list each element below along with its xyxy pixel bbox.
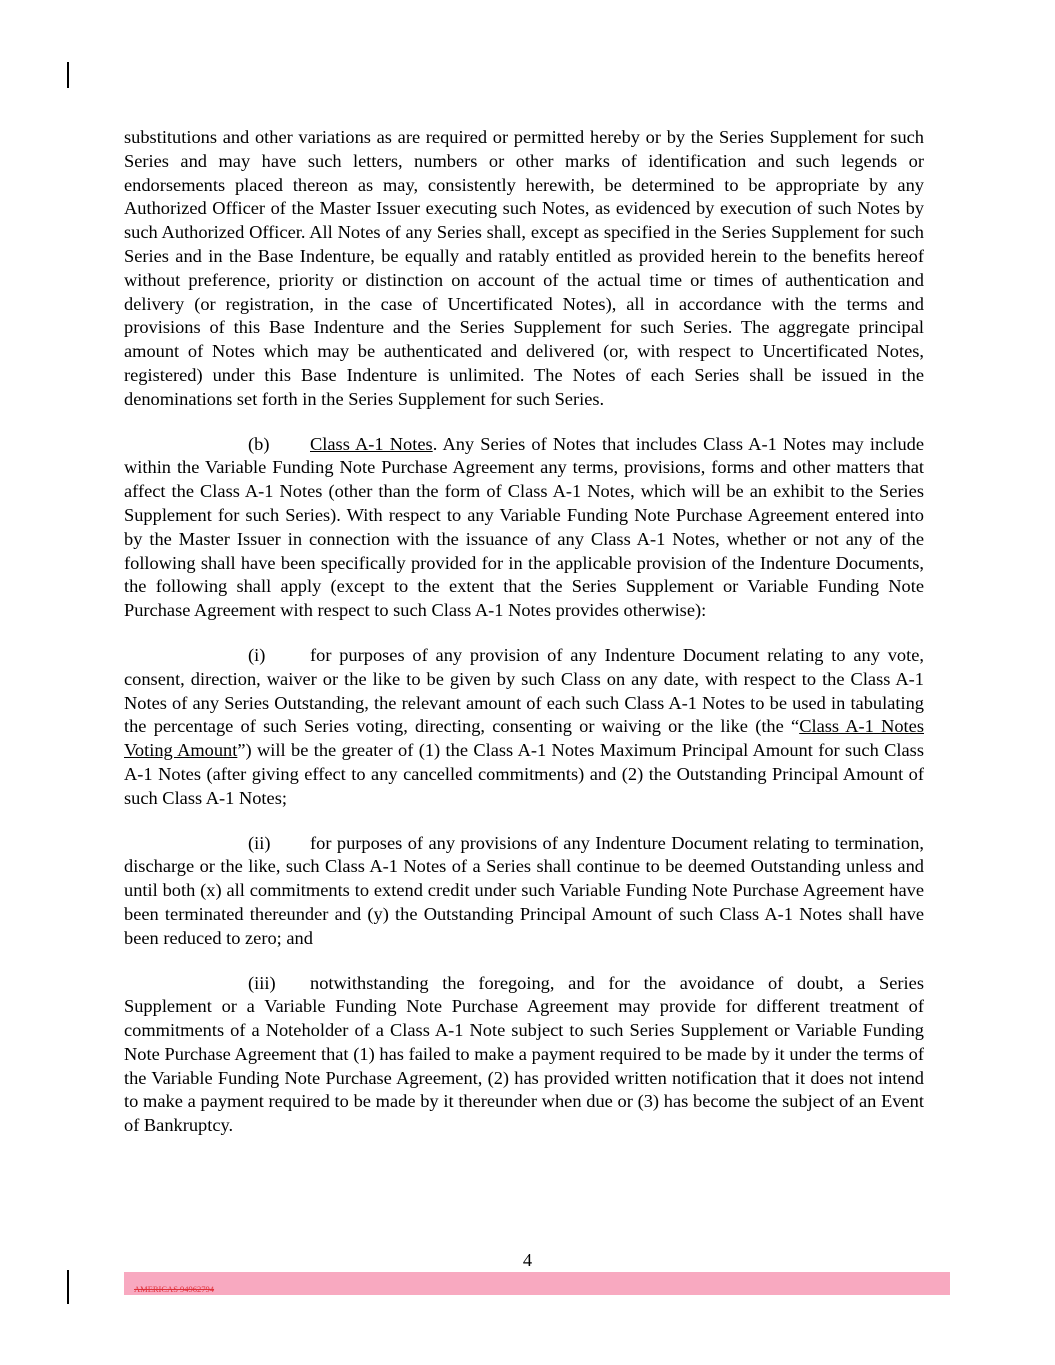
paragraph-ii: [124, 832, 924, 951]
revision-change-bar-top: [67, 62, 69, 88]
enumerator-ii: (ii): [248, 832, 271, 853]
document-id: AMERICAS 94962794: [134, 1284, 215, 1294]
defined-term-voting-amount: Class A-1 Notes Voting Amount: [124, 716, 924, 761]
paragraph-text: for purposes of any provisions of any Indenture Document relating to termination, discharge or the like, such Class A-1 Notes of a Series shall continue to be deemed Outstanding unless and until both (x) all commitments to extend credit under such Variable Funding Note Purchase Agreement have been terminated thereunder and (y) the Outstanding Principal Amount of such Class A-1 Notes shall have been reduced to zero; and: [124, 832, 924, 948]
revision-change-bar-bottom: [67, 1270, 69, 1304]
paragraph-text: substitutions and other variations as are required or permitted hereby or by the Series Supplement for such Series and may have such letters, numbers or other marks of identification and such legends or endorsements placed thereon as may, consistently herewith, be determined to be appropriate by any Authorized Officer of the Master Issuer executing such Notes, as evidenced by execution of such Notes by such Authorized Officer. All Notes of any Series shall, except as specified in the Series Supplement for such Series and in the Base Indenture, be equally and ratably entitled as provided herein to the benefits hereof without preference, priority or distinction on account of the actual time or times of authentication and delivery (or registration, in the case of Uncertificated Notes), all in accordance with the terms and provisions of this Base Indenture and the Series Supplement for such Series. The aggregate principal amount of Notes which may be authenticated and delivered (or, with respect to Uncertificated Notes, registered) under this Base Indenture is unlimited. The Notes of each Series shall be issued in the denominations set forth in the Series Supplement for such Series.: [124, 127, 924, 409]
paragraph-text: notwithstanding the foregoing, and for the avoidance of doubt, a Series Supplement or a Variable Funding Note Purchase Agreement may provide for different treatment of commitments of a Noteholder of a Class A-1 Note subject to such Series Supplement or Variable Funding Note Purchase Agreement that (1) has failed to make a payment required to be made by it under the terms of the Variable Funding Note Purchase Agreement, (2) has provided written notification that it does not intend to make a payment required to be made by it thereunder when due or (3) has become the subject of an Event of Bankruptcy.: [124, 972, 924, 1136]
enumerator-b: (b): [248, 433, 270, 454]
section-heading-class-a1-notes: Class A-1 Notes: [310, 433, 433, 454]
enumerator-iii: (iii): [248, 972, 276, 993]
paragraph-b: [124, 433, 924, 623]
enumerator-i: (i): [248, 644, 266, 665]
paragraph-text: . Any Series of Notes that includes Class A-1 Notes may include within the Variable Funding Note Purchase Agreement any terms, provisions, forms and other matters that affect the Class A-1 Notes (other than the form of Class A-1 Notes, which will be an exhibit to the Series Supplement for such Series). With respect to any Variable Funding Note Purchase Agreement entered into by the Master Issuer in connection with the issuance of any Class A-1 Notes, whether or not any of the following shall have been specifically provided for in the applicable provision of the Indenture Documents, the following shall apply (except to the extent that the Series Supplement or Variable Funding Note Purchase Agreement with respect to such Class A-1 Notes provides otherwise):: [124, 433, 924, 621]
paragraph-continuation: [124, 126, 924, 412]
footer-highlight-bar: [124, 1272, 950, 1295]
document-body: [124, 126, 924, 1159]
paragraph-i: [124, 644, 924, 811]
paragraph-iii: [124, 972, 924, 1139]
paragraph-text: ”) will be the greater of (1) the Class A-1 Notes Maximum Principal Amount for such Class A-1 Notes (after giving effect to any cancelled commitments) and (2) the Outstanding Principal Amount of such Class A-1 Notes;: [124, 740, 924, 808]
paragraph-text: for purposes of any provision of any Indenture Document relating to any vote, consent, direction, waiver or the like to be given by such Class on any date, with respect to the Class A-1 Notes of any Series Outstanding, the relevant amount of each such Class A-1 Notes to be used in tabulating the percentage of such Series voting, directing, consenting or waiving or the like (the “: [124, 644, 924, 737]
page-number: 4: [522, 1250, 533, 1270]
